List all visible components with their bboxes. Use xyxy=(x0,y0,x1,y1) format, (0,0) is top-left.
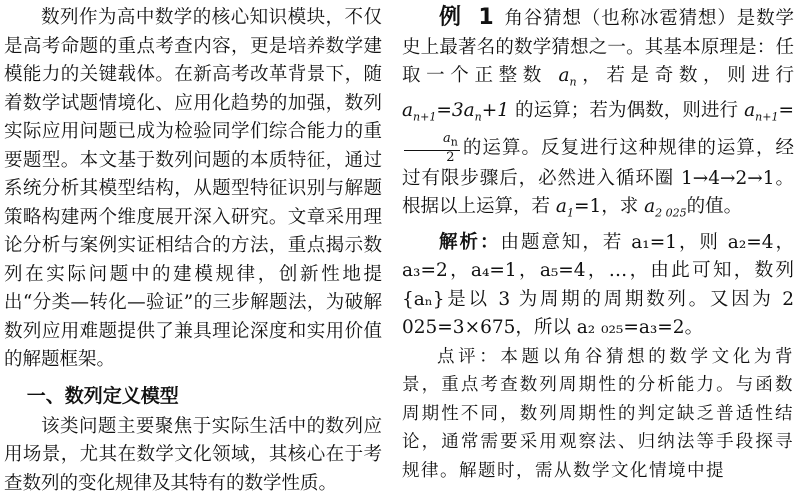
right-column xyxy=(402,4,794,482)
solution-label: 解析： xyxy=(439,232,500,253)
solution-text: 由题意知，若 a₁=1，则 a₂=4，a₃=2，a₄=1，a₅=4，…，由此可知，数列{aₙ}是以 3 为周期的周期数列。又因为 2 025=3×675，所以 a₂ ₀₂₅=a₃=2。 xyxy=(402,232,794,339)
left-column xyxy=(4,4,382,482)
example-label: 例 1 xyxy=(439,5,498,30)
condition-a1: $a_1$ xyxy=(556,196,574,217)
condition-a1-value: =1，求 xyxy=(574,196,638,217)
comment-paragraph: 点评：本题以角谷猜想的数学文化为背景，重点考查数列周期性的分析能力。与函数周期性不同，数列周期性的判定缺乏普适性结论，通常需要采用观察法、归纳法等手段探寻规律。解题时，需从数学文化情境中提 xyxy=(402,343,794,486)
formula-odd: $a_{n+1}=3a_n+1$ xyxy=(402,100,509,121)
section-paragraph: 该类问题主要聚焦于实际生活中的数列应用场景，尤其在数学文化领域，其核心在于考查数列的变化规律及其特有的数学性质。 xyxy=(4,413,382,498)
fraction-an-over-2: $\frac{a_n}{2}$ xyxy=(404,132,460,165)
example-paragraph xyxy=(402,4,794,229)
example-text-2: ，若是奇数，则进行 xyxy=(577,65,794,86)
solution-paragraph xyxy=(402,229,794,343)
intro-paragraph: 数列作为高中数学的核心知识模块，不仅是高考命题的重点考查内容，更是培养数学建模能力的关键载体。在新高考改革背景下，随着数学试题情境化、应用化趋势的加强，数列实际应用问题已成为检验同学们综合能力的重要题型。本文基于数列问题的本质特征，通过系统分析其模型结构，从题型特征识别与解题策略构建两个维度展开深入研究。文章采用理论分析与案例实证相结合的方法，重点揭示数列在实际问题中的建模规律，创新性地提出“分类—转化—验证”的三步解题法，为破解数列应用难题提供了兼具理论深度和实用价值的解题框架。 xyxy=(4,4,382,375)
var-an: $a_n$ xyxy=(558,65,576,86)
example-text-3: 的运算；若为偶数，则进行 xyxy=(509,100,738,121)
formula-even: $a_{n+1}$ xyxy=(744,100,778,121)
target-a2025: $a_{2 025}$ xyxy=(644,196,687,217)
equals-sign: = xyxy=(778,100,794,121)
example-text-5: 的值。 xyxy=(687,196,743,217)
section-title: 一、数列定义模型 xyxy=(4,381,382,411)
example-text-4: 的运算。反复进行这种规律的运算，经过有限步骤后，必然进入循环圈 1→4→2→1。根据以上运算，若 xyxy=(402,138,794,218)
example-text-1: 角谷猜想（也称冰雹猜想）是数学史上最著名的数学猜想之一。其基本原理是：任取一个正整数 xyxy=(402,8,794,86)
